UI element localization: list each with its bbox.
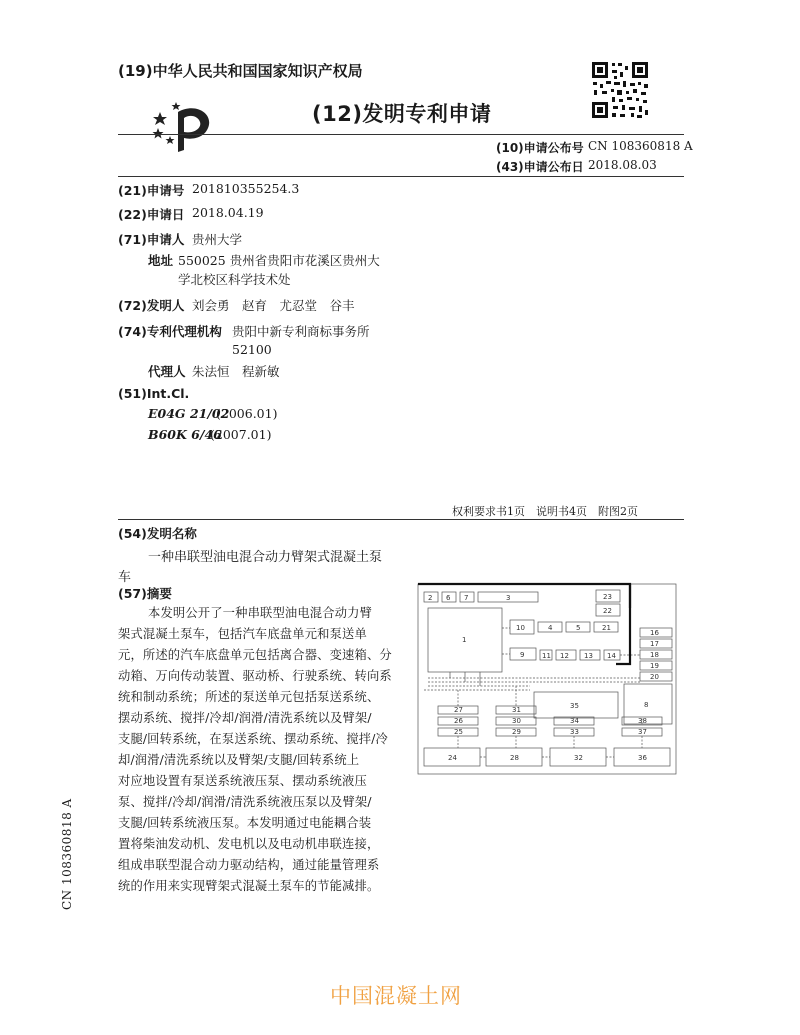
pub-date: 2018.08.03	[588, 158, 657, 172]
abstract-label: (57)摘要	[118, 586, 172, 601]
diagram-label: 36	[638, 754, 647, 762]
pub-date-label: (43)申请公布日	[496, 160, 584, 174]
agent-label: 代理人	[148, 364, 186, 379]
diagram-label: 31	[512, 706, 521, 714]
ipc2-version: (2007.01)	[210, 427, 272, 442]
abstract-line: 摆动系统、搅拌/冷却/润滑/清洗系统以及臂架/	[118, 711, 372, 725]
diagram-label: 25	[454, 728, 463, 736]
diagram-label: 2	[428, 594, 433, 602]
diagram-label: 14	[607, 652, 616, 660]
app-no-label: (21)申请号	[118, 183, 185, 198]
diagram-label: 34	[570, 717, 579, 725]
pages-rule	[118, 519, 684, 520]
diagram-label: 28	[510, 754, 519, 762]
address-label: 地址	[148, 253, 174, 268]
diagram-label: 8	[644, 701, 649, 709]
diagram-label: 23	[603, 593, 612, 601]
pub-no-label: (10)申请公布号	[496, 141, 584, 155]
abstract-line: 置将柴油发动机、发电机以及电动机串联连接，	[118, 837, 380, 851]
diagram-label: 19	[650, 662, 659, 670]
abstract-line: 却/润滑/清洗系统以及臂架/支腿/回转系统上	[118, 753, 360, 767]
abstract-line: 动箱、万向传动装置、驱动桥、行驶系统、转向系	[118, 669, 392, 683]
diagram-label: 38	[638, 717, 647, 725]
diagram-outer-frame	[418, 584, 676, 774]
cnipa-logo	[148, 98, 216, 154]
abstract-line: 支腿/回转系统液压泵。本发明通过电能耦合装	[118, 816, 372, 830]
diagram-label: 17	[650, 640, 659, 648]
diagram-label: 9	[520, 651, 525, 659]
pages-info: 权利要求书1页 说明书4页 附图2页	[452, 505, 638, 518]
agency-line2: 52100	[232, 342, 272, 357]
abstract-line: 支腿/回转系统，在泵送系统、摆动系统、搅拌/冷	[118, 732, 388, 746]
ipc2-code: B60K 6/46	[148, 427, 222, 442]
title-line1: 一种串联型油电混合动力臂架式混凝土泵	[148, 550, 383, 565]
address-line2: 学北校区科学技术处	[178, 272, 291, 287]
diagram-label: 10	[516, 624, 525, 632]
inventors: 刘会勇 赵育 尤忍堂 谷丰	[192, 298, 355, 313]
side-publication-number: CN 108360818 A	[60, 798, 74, 910]
pub-no: CN 108360818 A	[588, 139, 693, 153]
agency-label: (74)专利代理机构	[118, 324, 222, 339]
diagram-label: 18	[650, 651, 659, 659]
abstract-line: 本发明公开了一种串联型油电混合动力臂	[148, 606, 373, 620]
ipc1-code: E04G 21/02	[148, 406, 230, 421]
title-line2: 车	[118, 570, 132, 585]
abstract-line: 组成串联型混合动力驱动结构，通过能量管理系	[118, 858, 380, 872]
diagram-label: 7	[464, 594, 469, 602]
document-type: (12)发明专利申请	[312, 102, 492, 126]
abstract-line: 对应地设置有泵送系统液压泵、摆动系统液压	[118, 774, 367, 788]
diagram-label: 27	[454, 706, 463, 714]
office-name: (19)中华人民共和国国家知识产权局	[118, 62, 363, 80]
diagram-label: 5	[576, 624, 581, 632]
diagram-label: 35	[570, 702, 579, 710]
diagram-label: 12	[560, 652, 569, 660]
diagram-label: 1	[462, 636, 467, 644]
qr-code	[590, 60, 650, 120]
diagram-label: 16	[650, 629, 659, 637]
applicant-label: (71)申请人	[118, 232, 185, 247]
title-label: (54)发明名称	[118, 526, 197, 541]
inventor-label: (72)发明人	[118, 298, 185, 313]
diagram-label: 37	[638, 728, 647, 736]
app-date: 2018.04.19	[192, 205, 264, 220]
agency-line1: 贵阳中新专利商标事务所	[232, 324, 370, 339]
watermark: 中国混凝土网	[330, 984, 462, 1008]
diagram-label: 21	[602, 624, 611, 632]
diagram-label: 4	[548, 624, 553, 632]
ipc1-version: (2006.01)	[216, 406, 278, 421]
agents: 朱法恒 程新敏	[192, 364, 280, 379]
diagram-label: 20	[650, 673, 659, 681]
diagram-label: 3	[506, 594, 511, 602]
abstract-line: 统的作用来实现臂架式混凝土泵车的节能减排。	[118, 879, 380, 893]
diagram-label: 6	[446, 594, 451, 602]
system-block-diagram	[410, 578, 682, 778]
diagram-label: 32	[574, 754, 583, 762]
abstract-line: 元，所述的汽车底盘单元包括离合器、变速箱、分	[118, 648, 392, 662]
diagram-label: 29	[512, 728, 521, 736]
app-date-label: (22)申请日	[118, 207, 185, 222]
abstract-line: 架式混凝土泵车，包括汽车底盘单元和泵送单	[118, 627, 367, 641]
diagram-label: 26	[454, 717, 463, 725]
diagram-label: 30	[512, 717, 521, 725]
intcl-label: (51)Int.Cl.	[118, 386, 190, 401]
app-no: 201810355254.3	[192, 181, 300, 196]
diagram-label: 24	[448, 754, 457, 762]
address-line1: 550025 贵州省贵阳市花溪区贵州大	[178, 253, 380, 268]
diagram-label: 11	[542, 652, 551, 660]
applicant: 贵州大学	[192, 232, 243, 247]
diagram-label: 13	[584, 652, 593, 660]
biblio-rule	[118, 176, 684, 177]
abstract-line: 泵、搅拌/冷却/润滑/清洗系统液压泵以及臂架/	[118, 795, 372, 809]
diagram-label: 33	[570, 728, 579, 736]
abstract-line: 统和制动系统；所述的泵送单元包括泵送系统、	[118, 690, 380, 704]
diagram-label: 22	[603, 607, 612, 615]
header-rule	[118, 134, 684, 135]
